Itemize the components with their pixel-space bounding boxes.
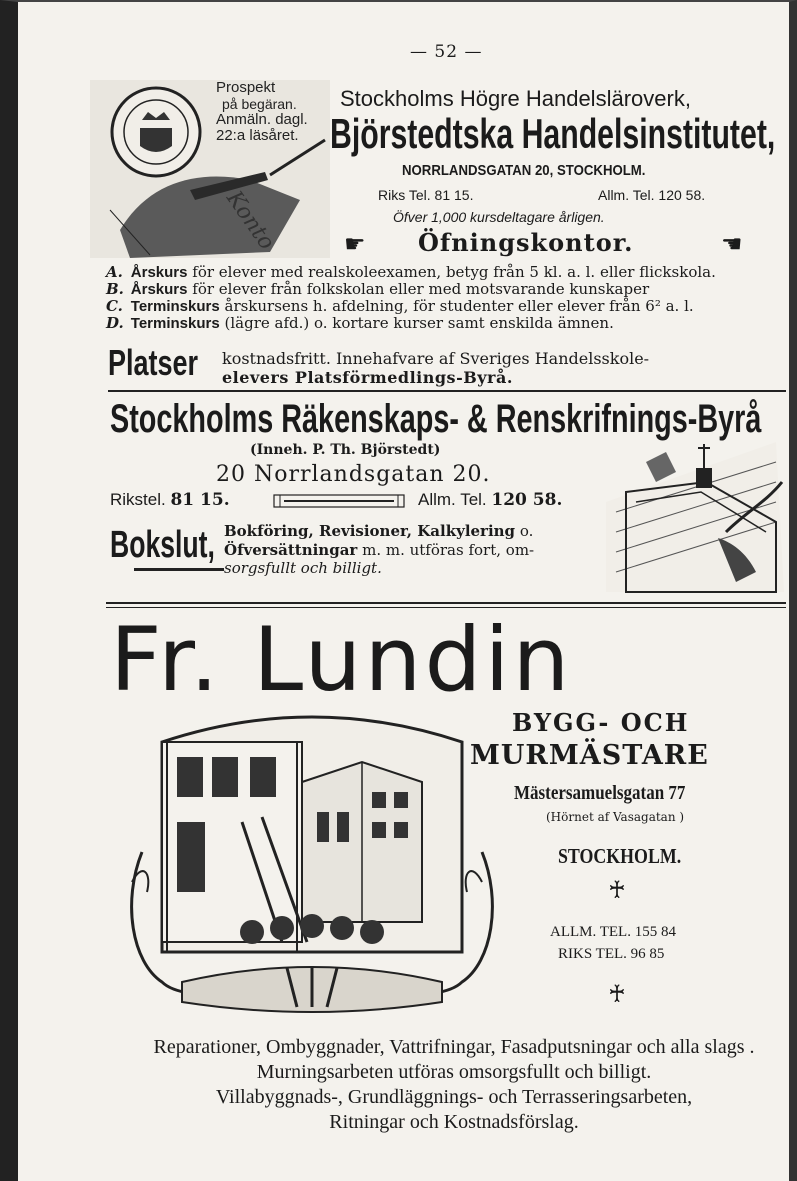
rakenskaps-title: Stockholms Räkenskaps- & Renskrifnings-Byrå	[110, 397, 762, 441]
lundin-corner: (Hörnet af Vasagatan )	[546, 810, 685, 824]
course-item: C. Terminskurs årskursens h. afdelning, för studenter eller elever från 6² a. l.	[106, 297, 694, 315]
services-line: sorgsfullt och billigt.	[224, 559, 382, 577]
murmastare-heading: MURMÄSTARE	[470, 740, 709, 771]
services-line: Ritningar och Kostnadsförslag.	[329, 1111, 579, 1133]
prospekt-line: 22:a läsåret.	[216, 127, 299, 144]
riks-tel: Riks Tel. 81 15.	[378, 187, 474, 203]
course-item: B. Årskurs för elever från folkskolan eller med motsvarande kunskaper	[106, 280, 650, 298]
ornament-icon: ♰	[608, 876, 626, 904]
bygg-heading: BYGG- OCH	[512, 708, 690, 737]
services-line: Villabyggnads-, Grundläggnings- och Terrasseringsarbeten,	[215, 1086, 693, 1108]
course-list	[106, 264, 716, 332]
school-name: Stockholms Högre Handelsläroverk,	[340, 86, 691, 111]
allm-tel: Allm. Tel. 120 58.	[598, 187, 706, 203]
prospekt-line: Prospekt	[216, 79, 276, 96]
svg-text:Konto: Konto	[221, 186, 280, 255]
rakenskaps-riks-tel: Rikstel. 81 15.	[110, 490, 230, 510]
platser-heading: Platser	[108, 342, 199, 383]
ornament-icon: ♰	[608, 980, 626, 1008]
divider	[108, 390, 786, 392]
institute-name: Björstedtska Handelsinstitutet,	[330, 110, 776, 157]
rakenskaps-address: 20 Norrlandsgatan 20.	[216, 462, 491, 487]
lundin-name: Fr. Lundin	[110, 608, 573, 711]
lundin-riks-tel: RIKS TEL. 96 85	[558, 946, 665, 962]
services-line: Murningsarbeten utföras omsorgsfullt och billigt.	[256, 1061, 652, 1083]
platser-line: elevers Platsförmedlings-Byrå.	[222, 368, 513, 387]
rakenskaps-owner: (Inneh. P. Th. Björstedt)	[250, 442, 441, 458]
course-item: A. Årskurs för elever med realskoleexamen, betyg från 5 kl. a. l. eller flickskola.	[106, 263, 716, 281]
page-number: — 52 —	[410, 42, 483, 62]
lundin-city: STOCKHOLM.	[558, 844, 682, 868]
lundin-services	[114, 1035, 794, 1135]
divider	[134, 568, 224, 571]
course-item: D. Terminskurs (lägre afd.) o. kortare kurser samt enskilda ämnen.	[106, 314, 614, 332]
rakenskaps-allm-tel: Allm. Tel. 120 58.	[418, 490, 563, 510]
office-heading: Öfningskontor.	[418, 228, 634, 257]
prospekt-line: Anmäln. dagl.	[216, 111, 308, 128]
writing-desk-illustration	[606, 442, 784, 592]
lundin-allm-tel: ALLM. TEL. 155 84	[550, 924, 676, 940]
services-line: Öfversättningar m. m. utföras fort, om-	[224, 541, 535, 559]
institute-address: NORRLANDSGATAN 20, STOCKHOLM.	[402, 162, 646, 179]
services-line: Reparationer, Ombyggnader, Vattrifningar, Fasadputsningar och alla slags .	[153, 1036, 755, 1058]
lundin-street: Mästersamuelsgatan 77	[514, 782, 686, 804]
prospekt-note	[216, 80, 308, 144]
platser-line: kostnadsfritt. Innehafvare af Sveriges Handelsskole-	[222, 349, 650, 368]
building-illustration	[122, 702, 502, 1022]
pointing-hand-right-icon: ☚	[721, 230, 743, 258]
divider	[106, 602, 786, 604]
bokslut-heading: Bokslut,	[110, 524, 215, 566]
prospekt-line: på begäran.	[222, 96, 297, 112]
ruler-ornament	[274, 494, 404, 508]
services-line: Bokföring, Revisioner, Kalkylering o.	[224, 522, 534, 540]
pointing-hand-left-icon: ☛	[344, 230, 366, 258]
attendance-note: Öfver 1,000 kursdeltagare årligen.	[393, 209, 605, 225]
